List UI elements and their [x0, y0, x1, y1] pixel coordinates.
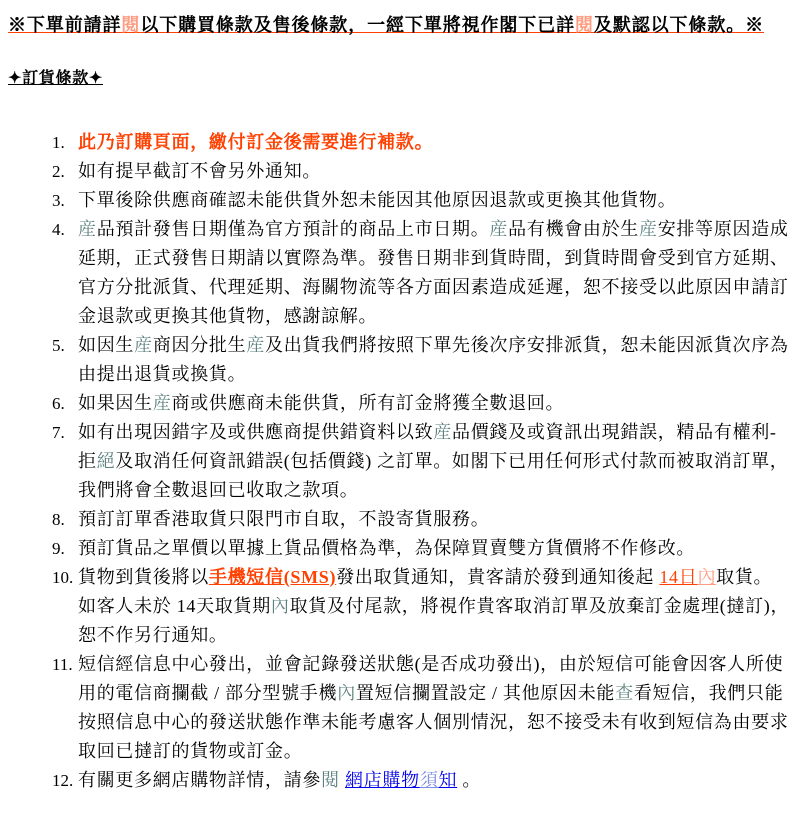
text-segment: 14日	[659, 567, 698, 587]
purchase-terms-header-notice	[8, 14, 801, 37]
term-number: 8.	[52, 510, 65, 529]
text-segment: 此乃訂購頁面，繳付訂金後需要進行補款。	[78, 132, 434, 152]
term-number: 12.	[52, 771, 74, 790]
text-segment: 品有機會由於生	[508, 219, 640, 239]
term-text	[78, 766, 790, 795]
fallback-glyph: 絕	[96, 451, 116, 471]
text-segment: 如有提早截訂不會另外通知。	[78, 161, 322, 181]
term-text	[78, 128, 790, 157]
section-title-order-terms: ✦訂貨條款✦	[8, 70, 104, 87]
fallback-glyph: 內	[270, 596, 290, 616]
text-segment: 。	[457, 770, 482, 790]
term-number: 4.	[52, 220, 65, 239]
text-segment: 預訂訂單香港取貨只限門市自取，不設寄貨服務。	[78, 509, 490, 529]
term-text	[78, 215, 790, 331]
fallback-glyph: 産	[639, 219, 658, 239]
term-item	[52, 186, 809, 215]
text-segment: 安排等原因造成延期，正式發售日期請以實際為準。發售日期非到貨時間，到貨時間會受到官方延期、官方分批派貨、代理延期、海關物流等各方面因素造成延遲，恕不接受以此原因申請訂金退款或更換其他貨物，感謝諒解。	[78, 219, 789, 326]
text-segment: 手機短信(SMS)	[208, 567, 337, 587]
term-text	[78, 563, 790, 650]
order-terms-list	[0, 128, 809, 795]
text-segment: 預訂貨品之單價以單據上貨品價格為準，為保障買賣雙方貨價將不作修改。	[78, 538, 696, 558]
term-item	[52, 331, 809, 389]
term-text	[78, 157, 790, 186]
text-segment: ※下單前請詳	[8, 15, 122, 35]
text-segment: 商因分批生	[152, 335, 247, 355]
term-number: 11.	[52, 655, 73, 674]
term-text	[78, 418, 790, 505]
term-item	[52, 563, 809, 650]
fallback-glyph: 查	[615, 683, 634, 703]
fallback-glyph: 內	[697, 567, 717, 587]
text-segment: 短信經信息中心發出，並會記錄發送狀態(是否成功發出)，由於短信可能會因客人所使用的電信商攔截 / 部分型號手機	[78, 654, 784, 703]
term-text	[78, 505, 790, 534]
term-text	[78, 389, 790, 418]
term-item	[52, 766, 809, 795]
fallback-glyph: 産	[246, 335, 266, 355]
fallback-glyph: 閱	[575, 15, 594, 35]
shop-guide-link[interactable]: 知	[438, 770, 458, 790]
text-segment: 如因生	[78, 335, 135, 355]
term-number: 3.	[52, 191, 65, 210]
text-segment: 品價錢及或資訊出現錯誤，精品有權利-拒	[78, 422, 777, 471]
term-text	[78, 534, 790, 563]
shop-guide-link[interactable]: 須	[419, 770, 439, 790]
term-number: 9.	[52, 539, 65, 558]
fallback-glyph: 産	[489, 219, 509, 239]
text-segment: 發出取貨通知，貴客請於發到通知後起	[336, 567, 660, 587]
term-item	[52, 505, 809, 534]
term-text	[78, 650, 790, 766]
text-segment: 看短信，我們只能按照信息中心的發送狀態作準未能考慮客人個別情況，恕不接受未有收到短信為由要求取回已撻訂的貨物或訂金。	[78, 683, 789, 761]
term-item	[52, 128, 809, 157]
term-number: 1.	[52, 133, 65, 152]
term-item	[52, 418, 809, 505]
fallback-glyph: 內	[337, 683, 356, 703]
fallback-glyph: 閱	[121, 15, 141, 35]
fallback-glyph: 産	[134, 335, 153, 355]
term-number: 7.	[52, 423, 65, 442]
shop-guide-link[interactable]: 網店購物	[345, 770, 420, 790]
text-segment: 取貨及付尾款，將視作貴客取消訂單及放棄訂金處理(撻訂)，恕不作另行通知。	[78, 596, 790, 645]
fallback-glyph: 産	[78, 219, 97, 239]
term-item	[52, 650, 809, 766]
term-text	[78, 331, 790, 389]
text-segment: 下單後除供應商確認未能供貨外恕未能因其他原因退款或更換其他貨物。	[78, 190, 677, 210]
fallback-glyph: 閱	[321, 770, 340, 790]
term-item	[52, 157, 809, 186]
term-item	[52, 389, 809, 418]
fallback-glyph: 産	[433, 422, 453, 442]
term-item	[52, 534, 809, 563]
text-segment: 有關更多網店購物詳情，請參	[78, 770, 322, 790]
text-segment: 商或供應商未能供貨，所有訂金將獲全數退回。	[171, 393, 565, 413]
text-segment: 及默認以下條款。※	[593, 15, 765, 35]
text-segment: 以下購買條款及售後條款，一經下單將視作閣下已詳	[140, 15, 576, 35]
term-number: 5.	[52, 336, 65, 355]
text-segment: 及取消任何資訊錯誤(包括價錢) 之訂單。如閣下已用任何形式付款而被取消訂單，我們將會全數退回已收取之款項。	[78, 451, 789, 500]
text-segment: 如果因生	[78, 393, 153, 413]
term-item	[52, 215, 809, 331]
term-text	[78, 186, 790, 215]
term-number: 6.	[52, 394, 65, 413]
text-segment: 取貨。如客人未於 14天取貨期	[78, 567, 773, 616]
text-segment: 貨物到貨後將以	[78, 567, 209, 587]
text-segment: 置短信攔置設定 / 其他原因未能	[355, 683, 616, 703]
text-segment: 如有出現因錯字及或供應商提供錯資料以致	[78, 422, 434, 442]
term-number: 10.	[52, 568, 74, 587]
fallback-glyph: 産	[152, 393, 172, 413]
text-segment: 品預計發售日期僅為官方預計的商品上市日期。	[96, 219, 490, 239]
term-number: 2.	[52, 162, 65, 181]
text-segment: 及出貨我們將按照下單先後次序安排派貨，恕未能因派貨次序為由提出退貨或換貨。	[78, 335, 789, 384]
